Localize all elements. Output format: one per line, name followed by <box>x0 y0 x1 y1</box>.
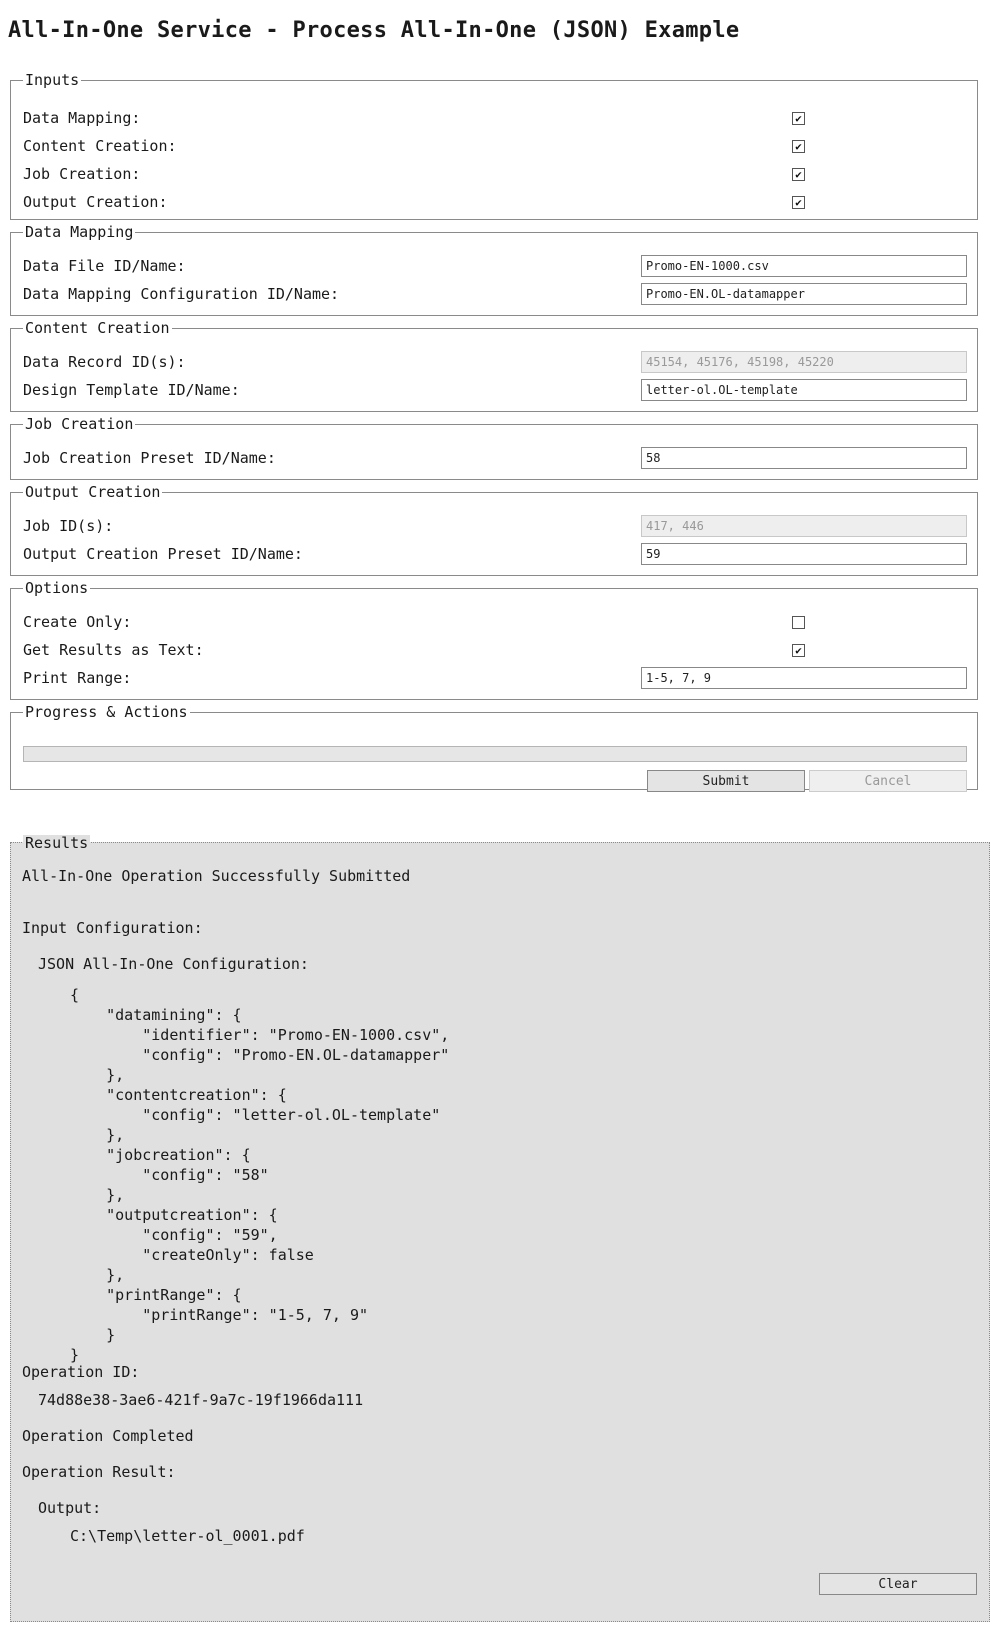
create-only-row <box>23 608 967 636</box>
input-output-creation-checkbox[interactable]: ✔ <box>792 196 805 209</box>
input-config-heading: Input Configuration: <box>22 919 203 937</box>
inputs-fieldset <box>10 72 978 220</box>
data-records-row <box>23 348 967 376</box>
submit-button[interactable]: Submit <box>647 770 805 792</box>
data-mapping-config-label: Data Mapping Configuration ID/Name: <box>23 285 340 303</box>
input-job-creation-label: Job Creation: <box>23 165 141 183</box>
data-mapping-config-row <box>23 280 967 308</box>
data-mapping-legend: Data Mapping <box>25 223 134 241</box>
page-title: All-In-One Service - Process All-In-One (JSON) Example <box>8 18 740 43</box>
text-results-row <box>23 636 967 664</box>
output-creation-fieldset <box>10 484 978 576</box>
job-preset-label: Job Creation Preset ID/Name: <box>23 449 276 467</box>
text-results-checkbox[interactable]: ✔ <box>792 644 805 657</box>
data-mapping-config-input[interactable]: Promo-EN.OL-datamapper <box>641 283 967 305</box>
job-ids-input: 417, 446 <box>641 515 967 537</box>
operation-result-heading: Operation Result: <box>22 1463 176 1481</box>
job-ids-row <box>23 512 967 540</box>
clear-button[interactable]: Clear <box>819 1573 977 1595</box>
data-file-label: Data File ID/Name: <box>23 257 186 275</box>
operation-id-heading: Operation ID: <box>22 1363 140 1381</box>
print-range-row <box>23 664 967 692</box>
operation-completed: Operation Completed <box>22 1427 194 1445</box>
print-range-label: Print Range: <box>23 669 132 687</box>
content-creation-fieldset <box>10 320 978 412</box>
json-config-text: { "datamining": { "identifier": "Promo-EN-1000.csv", "config": "Promo-EN.OL-datamapper" }, "contentcreation": { "config": "letter-ol.OL-template" }, "jobcreation": { "config": "58" }, "outputcreation": { "config": "59", "createOnly": false }, "printRange": { "printRange": "1-5, 7, 9" } } <box>70 986 450 1364</box>
output-preset-label: Output Creation Preset ID/Name: <box>23 545 303 563</box>
output-path: C:\Temp\letter-ol_0001.pdf <box>70 1527 305 1545</box>
cancel-button: Cancel <box>809 770 967 792</box>
input-content-creation-checkbox[interactable]: ✔ <box>792 140 805 153</box>
results-status: All-In-One Operation Successfully Submitted <box>22 867 411 885</box>
input-row-job-creation <box>23 160 967 188</box>
options-legend: Options <box>25 579 89 597</box>
output-preset-input[interactable]: 59 <box>641 543 967 565</box>
progress-fieldset <box>10 704 978 790</box>
design-template-label: Design Template ID/Name: <box>23 381 240 399</box>
create-only-label: Create Only: <box>23 613 132 631</box>
input-content-creation-label: Content Creation: <box>23 137 177 155</box>
job-creation-legend: Job Creation <box>25 415 134 433</box>
data-records-input: 45154, 45176, 45198, 45220 <box>641 351 967 373</box>
output-preset-row <box>23 540 967 568</box>
json-config-heading: JSON All-In-One Configuration: <box>38 955 309 973</box>
data-file-input[interactable]: Promo-EN-1000.csv <box>641 255 967 277</box>
input-row-data-mapping <box>23 104 967 132</box>
input-row-content-creation <box>23 132 967 160</box>
operation-id-value: 74d88e38-3ae6-421f-9a7c-19f1966da111 <box>38 1391 364 1409</box>
job-preset-input[interactable]: 58 <box>641 447 967 469</box>
input-job-creation-checkbox[interactable]: ✔ <box>792 168 805 181</box>
input-data-mapping-checkbox[interactable]: ✔ <box>792 112 805 125</box>
results-legend: Results <box>25 834 89 852</box>
job-creation-fieldset <box>10 416 978 480</box>
results-panel <box>10 834 990 1622</box>
data-file-row <box>23 252 967 280</box>
options-fieldset <box>10 580 978 700</box>
data-mapping-fieldset <box>10 224 978 316</box>
inputs-legend: Inputs <box>25 71 80 89</box>
progress-bar <box>23 746 967 762</box>
job-preset-row <box>23 444 967 472</box>
input-row-output-creation <box>23 188 967 216</box>
design-template-row <box>23 376 967 404</box>
content-creation-legend: Content Creation <box>25 319 170 337</box>
input-output-creation-label: Output Creation: <box>23 193 168 211</box>
design-template-input[interactable]: letter-ol.OL-template <box>641 379 967 401</box>
job-ids-label: Job ID(s): <box>23 517 114 535</box>
data-records-label: Data Record ID(s): <box>23 353 186 371</box>
create-only-checkbox[interactable] <box>792 616 805 629</box>
print-range-input[interactable]: 1-5, 7, 9 <box>641 667 967 689</box>
input-data-mapping-label: Data Mapping: <box>23 109 141 127</box>
progress-legend: Progress & Actions <box>25 703 188 721</box>
output-creation-legend: Output Creation <box>25 483 161 501</box>
text-results-label: Get Results as Text: <box>23 641 204 659</box>
output-heading: Output: <box>38 1499 102 1517</box>
